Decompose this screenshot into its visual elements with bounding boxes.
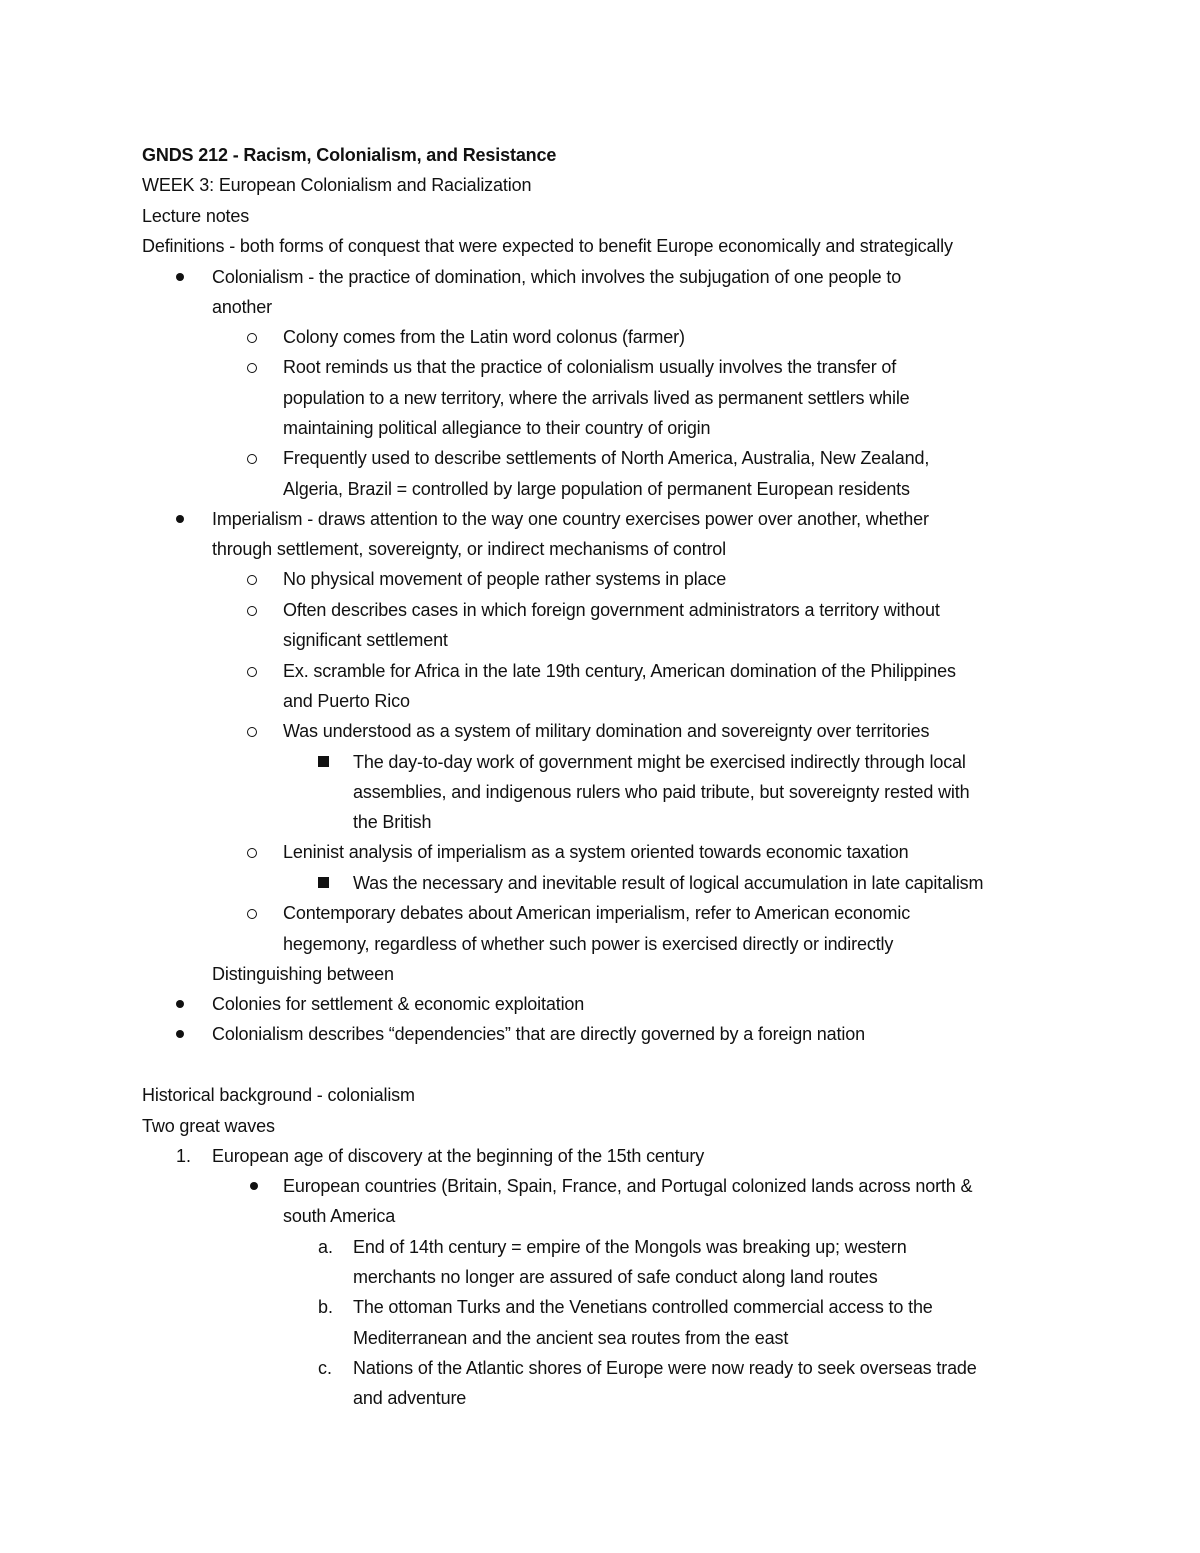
week-heading: WEEK 3: European Colonialism and Racialization bbox=[142, 175, 532, 195]
c-text-cont: and adventure bbox=[353, 1388, 467, 1408]
bullet-circle-icon bbox=[247, 363, 257, 373]
ex-scramble-text: Ex. scramble for Africa in the late 19th century, American domination of the Philippines bbox=[283, 661, 956, 681]
frequently-text: Frequently used to describe settlements of North America, Australia, New Zealand, bbox=[283, 448, 930, 468]
list-number: 1. bbox=[176, 1146, 192, 1166]
c-text: Nations of the Atlantic shores of Europe were now ready to seek overseas trade bbox=[353, 1358, 977, 1378]
bullet-circle-icon bbox=[247, 909, 257, 919]
bullet-circle-icon bbox=[247, 667, 257, 677]
ex-scramble-text-cont: and Puerto Rico bbox=[283, 691, 410, 711]
bullet-square-icon bbox=[318, 877, 329, 888]
colonies-for-text: Colonies for settlement & economic exploitation bbox=[212, 994, 585, 1014]
day-to-day-text: The day-to-day work of government might be exercised indirectly through local bbox=[353, 752, 966, 772]
b-text-cont: Mediterranean and the ancient sea routes from the east bbox=[353, 1328, 789, 1348]
root-text-cont: population to a new territory, where the arrivals lived as permanent settlers while bbox=[283, 388, 910, 408]
historical-heading: Historical background - colonialism bbox=[142, 1085, 415, 1105]
b-text: The ottoman Turks and the Venetians controlled commercial access to the bbox=[353, 1297, 933, 1317]
two-waves-text: Two great waves bbox=[142, 1116, 275, 1136]
military-text: Was understood as a system of military domination and sovereignty over territories bbox=[283, 721, 930, 741]
european-countries-text-cont: south America bbox=[283, 1206, 396, 1226]
doc-title: GNDS 212 - Racism, Colonialism, and Resistance bbox=[142, 145, 557, 165]
item1-text: European age of discovery at the beginning of the 15th century bbox=[212, 1146, 705, 1166]
bullet-circle-icon bbox=[247, 727, 257, 737]
bullet-dot-icon bbox=[176, 1030, 184, 1038]
bullet-circle-icon bbox=[247, 606, 257, 616]
contemporary-text-cont: hegemony, regardless of whether such power is exercised directly or indirectly bbox=[283, 934, 894, 954]
bullet-square-icon bbox=[318, 756, 329, 767]
imperialism-text: Imperialism - draws attention to the way one country exercises power over another, whether bbox=[212, 509, 929, 529]
bullet-circle-icon bbox=[247, 333, 257, 343]
colonialism-describes-text: Colonialism describes “dependencies” that are directly governed by a foreign nation bbox=[212, 1024, 865, 1044]
often-text: Often describes cases in which foreign government administrators a territory without bbox=[283, 600, 940, 620]
bullet-dot-icon bbox=[176, 1000, 184, 1008]
bullet-dot-icon bbox=[176, 515, 184, 523]
root-text: Root reminds us that the practice of colonialism usually involves the transfer of bbox=[283, 357, 897, 377]
colony-latin-text: Colony comes from the Latin word colonus (farmer) bbox=[283, 327, 685, 347]
definitions-line: Definitions - both forms of conquest that were expected to benefit Europe economically and strategically bbox=[142, 236, 953, 256]
bullet-circle-icon bbox=[247, 848, 257, 858]
european-countries-text: European countries (Britain, Spain, France, and Portugal colonized lands across north & bbox=[283, 1176, 973, 1196]
day-to-day-text-cont: assemblies, and indigenous rulers who paid tribute, but sovereignty rested with bbox=[353, 782, 970, 802]
no-physical-text: No physical movement of people rather systems in place bbox=[283, 569, 727, 589]
bullet-dot-icon bbox=[250, 1182, 258, 1190]
root-text-cont2: maintaining political allegiance to their country of origin bbox=[283, 418, 711, 438]
a-text-cont: merchants no longer are assured of safe conduct along land routes bbox=[353, 1267, 878, 1287]
often-text-cont: significant settlement bbox=[283, 630, 448, 650]
contemporary-text: Contemporary debates about American imperialism, refer to American economic bbox=[283, 903, 911, 923]
list-letter: a. bbox=[318, 1237, 334, 1257]
colonialism-text-cont: another bbox=[212, 297, 272, 317]
list-letter: c. bbox=[318, 1358, 333, 1378]
leninist-text: Leninist analysis of imperialism as a system oriented towards economic taxation bbox=[283, 842, 909, 862]
imperialism-text-cont: through settlement, sovereignty, or indirect mechanisms of control bbox=[212, 539, 727, 559]
day-to-day-text-cont2: the British bbox=[353, 812, 432, 832]
bullet-circle-icon bbox=[247, 454, 257, 464]
distinguishing-text: Distinguishing between bbox=[212, 964, 394, 984]
a-text: End of 14th century = empire of the Mongols was breaking up; western bbox=[353, 1237, 907, 1257]
lecture-notes-label: Lecture notes bbox=[142, 206, 250, 226]
necessary-text: Was the necessary and inevitable result of logical accumulation in late capitalism bbox=[353, 873, 984, 893]
colonialism-text: Colonialism - the practice of domination, which involves the subjugation of one people to bbox=[212, 267, 902, 287]
list-letter: b. bbox=[318, 1297, 334, 1317]
frequently-text-cont: Algeria, Brazil = controlled by large population of permanent European residents bbox=[283, 479, 910, 499]
bullet-dot-icon bbox=[176, 273, 184, 281]
bullet-circle-icon bbox=[247, 575, 257, 585]
